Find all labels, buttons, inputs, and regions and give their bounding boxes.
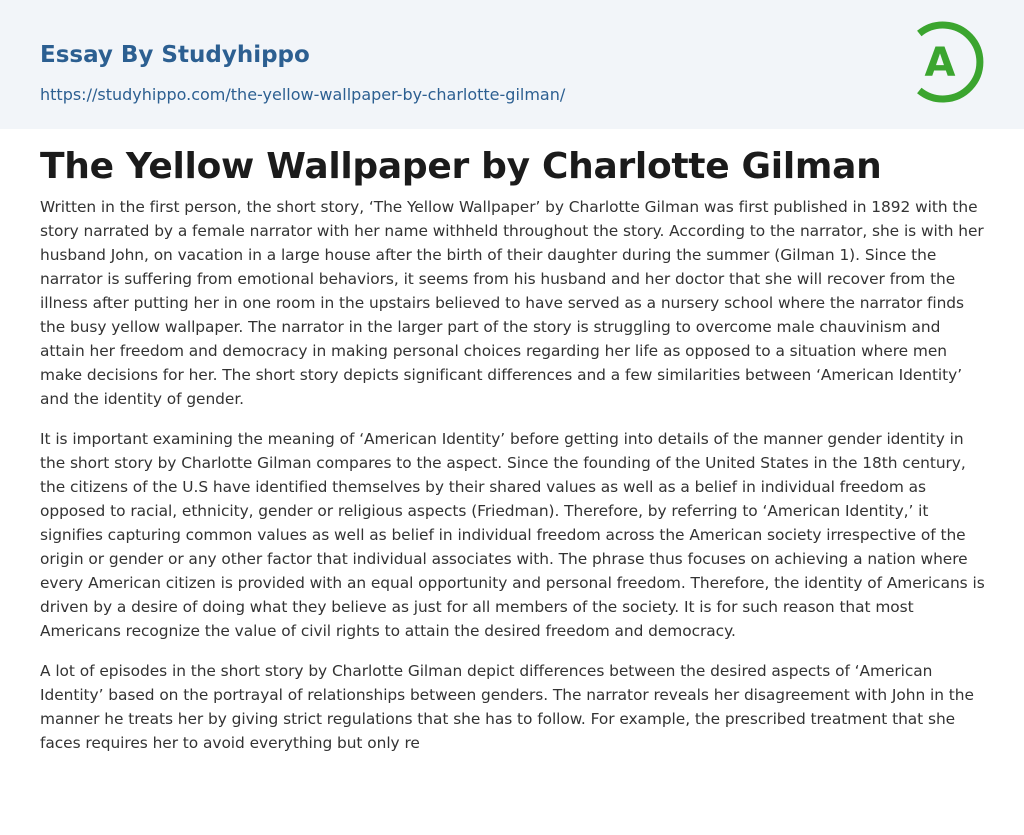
paragraph-2: It is important examining the meaning of ‘American Identity’ before getting into details of the manner gender identity in the short story by Charlotte Gilman compares to the aspect. Since the founding of the United States in the 18th century, the citizens of the U.S have identified themselves by their shared values as well as a belief in individual freedom as opposed to racial, ethnicity, gender or religious aspects (Friedman). Therefore, by referring to ‘American Identity,’ it signifies capturing common values as well as belief in individual freedom across the American society irrespective of the origin or gender or any other factor that individual associates with. The phrase thus focuses on achieving a nation where every American citizen is provided with an equal opportunity and personal freedom. Therefore, the identity of Americans is driven by a desire of doing what they believe as just for all members of the society. It is for such reason that most Americans recognize the value of civil rights to attain the desired freedom and democracy. [40,430,985,640]
studyhippo-logo-icon[interactable] [912,19,986,105]
paragraph-1: Written in the first person, the short story, ‘The Yellow Wallpaper’ by Charlotte Gilman was first published in 1892 with the story narrated by a female narrator with her name withheld throughout the story. According to the narrator, she is with her husband John, on vacation in a large house after the birth of their daughter during the summer (Gilman 1). Since the narrator is suffering from emotional behaviors, it seems from his husband and her doctor that she will recover from the illness after putting her in one room in the upstairs believed to have served as a nursery school where the narrator finds the busy yellow wallpaper. The narrator in the larger part of the story is struggling to overcome male chauvinism and attain her freedom and democracy in making personal choices regarding her life as opposed to a situation where men make decisions for her. The short story depicts significant differences and a few similarities between ‘American Identity’ and the identity of gender. [40,198,984,408]
site-brand[interactable]: Essay By Studyhippo [40,42,310,68]
article-title: The Yellow Wallpaper by Charlotte Gilman [40,146,882,187]
site-header [0,0,1024,129]
paragraph-3: A lot of episodes in the short story by Charlotte Gilman depict differences between the desired aspects of ‘American Identity’ based on the portrayal of relationships between genders. The narrator reveals her disagreement with John in the manner he treats her by giving strict regulations that she has to follow. For example, the prescribed treatment that she faces requires her to avoid everything but only re [40,662,974,752]
essay-url-link[interactable]: https://studyhippo.com/the-yellow-wallpaper-by-charlotte-gilman/ [40,85,566,104]
logo-letter: A [924,40,956,86]
article-body [40,195,986,771]
